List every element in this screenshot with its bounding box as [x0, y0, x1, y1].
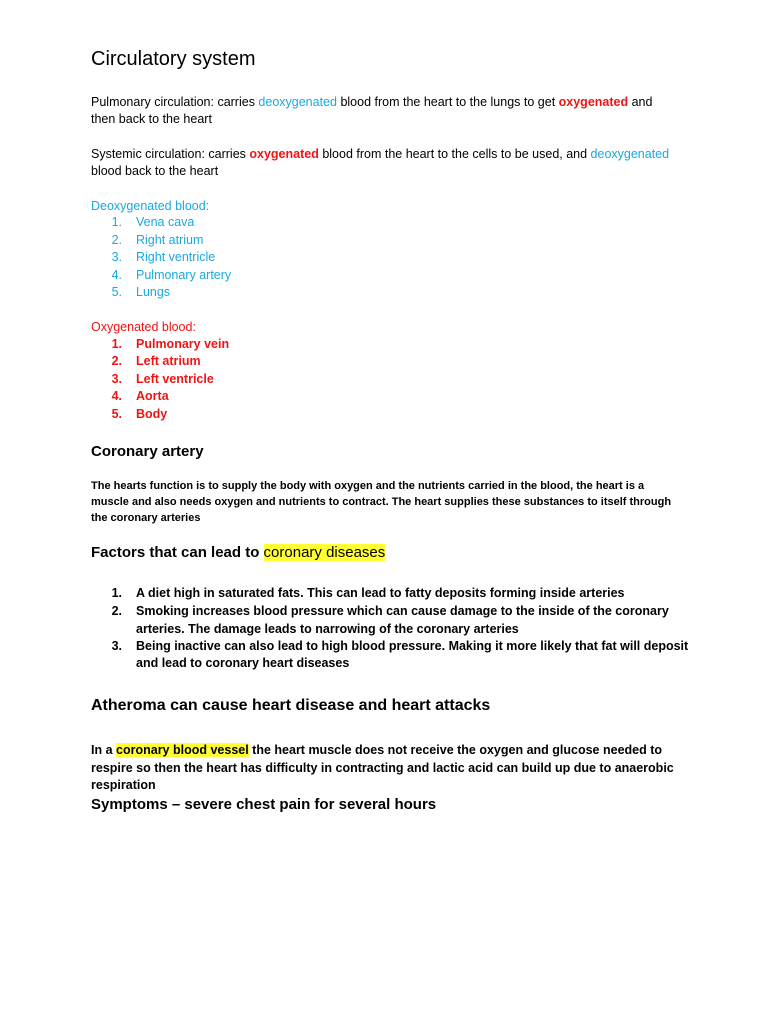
pulmonary-text-1: Pulmonary circulation: carries [91, 95, 259, 109]
list-item-continuation: arteries. The damage leads to narrowing of the coronary arteries [136, 622, 519, 636]
list-item: 4. Aorta [111, 389, 169, 403]
list-item: 5. Body [111, 407, 168, 421]
list-item: 3. Being inactive can also lead to high blood pressure. Making it more likely that fat will deposit [111, 639, 689, 653]
list-item: 2. Left atrium [111, 354, 201, 368]
list-item: 2. Right atrium [111, 233, 204, 247]
atheroma-heading: Atheroma can cause heart disease and heart attacks [91, 697, 491, 714]
atheroma-text-2: the heart muscle does not receive the oxygen and glucose needed to [248, 743, 663, 757]
list-item-continuation: and lead to coronary heart diseases [136, 656, 350, 670]
systemic-deoxygenated: deoxygenated [590, 147, 670, 161]
list-item: 3. Right ventricle [111, 250, 216, 264]
atheroma-text-1: In a [91, 743, 117, 757]
list-item: 1. Pulmonary vein [111, 337, 230, 351]
pulmonary-deoxygenated: deoxygenated [258, 95, 337, 109]
coronary-artery-heading: Coronary artery [91, 443, 204, 460]
atheroma-line-1 [91, 742, 662, 759]
symptoms-heading: Symptoms – severe chest pain for several hours [91, 796, 437, 813]
systemic-text-2: blood from the heart to the cells to be used, and [318, 147, 591, 161]
list-item: 3. Left ventricle [111, 372, 214, 386]
coronary-text-line-3: the coronary arteries [91, 512, 201, 524]
atheroma-line-3: respiration [91, 778, 156, 792]
systemic-line-2: blood back to the heart [91, 164, 219, 178]
list-item: 5. Lungs [111, 285, 171, 299]
pulmonary-text-2: blood from the heart to the lungs to get [336, 95, 559, 109]
pulmonary-line-1 [91, 94, 652, 111]
page-title: Circulatory system [91, 48, 256, 70]
list-item: 1. A diet high in saturated fats. This can lead to fatty deposits forming inside arteries [111, 586, 625, 600]
pulmonary-text-3: and [628, 95, 653, 109]
systemic-line-1 [91, 146, 669, 163]
list-item: 1. Vena cava [111, 215, 195, 229]
list-item: 2. Smoking increases blood pressure which can cause damage to the inside of the coronary [111, 604, 669, 618]
list-item: 4. Pulmonary artery [111, 268, 232, 282]
systemic-text-1: Systemic circulation: carries [91, 147, 250, 161]
coronary-text-line-2: muscle and also needs oxygen and nutrients to contract. The heart supplies these substances to itself through [91, 496, 672, 508]
atheroma-highlight: coronary blood vessel [116, 743, 249, 757]
oxygenated-heading: Oxygenated blood: [91, 320, 196, 334]
factors-heading-text: Factors that can lead to [91, 544, 264, 561]
atheroma-line-2: respire so then the heart has difficulty in contracting and lactic acid can build up due to anaerobic [91, 761, 674, 775]
factors-heading-highlight: coronary diseases [263, 544, 386, 561]
deoxygenated-heading: Deoxygenated blood: [91, 199, 210, 213]
pulmonary-line-2: then back to the heart [91, 112, 212, 126]
pulmonary-oxygenated: oxygenated [558, 95, 629, 109]
factors-heading [91, 544, 385, 561]
coronary-text-line-1: The hearts function is to supply the body with oxygen and the nutrients carried in the blood, the heart is a [91, 480, 645, 492]
systemic-oxygenated: oxygenated [249, 147, 319, 161]
